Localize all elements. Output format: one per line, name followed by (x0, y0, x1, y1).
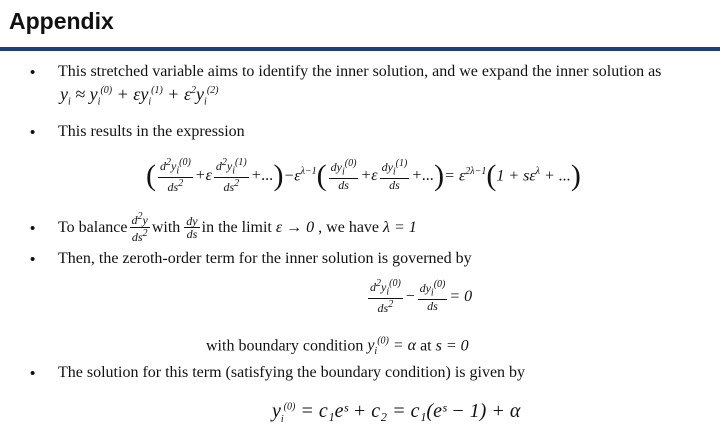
limit-expression: ε → 0 (275, 219, 315, 236)
boundary-text-a: with boundary condition (206, 337, 364, 355)
zeroth-order-equation: $\frac{d^2y_i^{(0)}}{ds^2}$ − $\frac{dy_i^{(0)}}{ds}$ = 0 (370, 277, 473, 315)
bullet-3-text-a: To balance (58, 219, 128, 236)
boundary-text-b: at (420, 337, 432, 355)
bullet-2-text: This results in the expression (58, 123, 245, 140)
bullet-3-text-b: with (151, 219, 181, 236)
bullet-1-text: This stretched variable aims to identify the inner solution, and we expand the inner solution as (58, 63, 662, 80)
bullet-3-marker: • (30, 220, 36, 237)
bullet-5-text: The solution for this term (satisfying the boundary condition) is given by (58, 364, 526, 381)
expression-equation: ( $\frac{d^2y_i^{(0)}}{ds^2}$ +ε $\frac{d^2y_i^{(1)}}{ds^2}$ +... ) $-\varepsilon^{\lambda-1}$ ( $\frac{dy_i^{(0)}}{ds}$ +ε $\frac{dy_i^{(1)}}{ds}$ +... ) = $\varepsilon^{2\lambda-1}$ ( $1 + s\varepsilon^\lambda$ + ... ) (146, 156, 581, 194)
bullet-5-marker: • (30, 365, 36, 382)
bullet-4-marker: • (30, 251, 36, 268)
expansion-equation: $y_i \approx y_i^{(0)} + \varepsilon y_i^{(1)} + \varepsilon^2y_i^{(2)}$ (60, 84, 219, 108)
lambda-value: λ = 1 (383, 219, 417, 236)
first-derivative-fraction: $\frac{dy}{ds}$ (186, 213, 198, 242)
solution-rhs: = c₁eˢ + c₂ = c₁(eˢ − 1) + α (300, 400, 521, 422)
second-derivative-fraction: $\frac{d^2y}{ds^2}$ (131, 211, 148, 244)
boundary-condition-line: with boundary condition $y_i^{(0)} = \alpha$ at s = 0 (206, 336, 469, 358)
solution-equation: $y_i^{(0)}$ = c₁eˢ + c₂ = c₁(eˢ − 1) + α (272, 400, 521, 425)
bullet-2-marker: • (30, 124, 36, 141)
bullet-1-marker: • (30, 64, 36, 81)
bullet-3-text (58, 210, 417, 246)
page-title: Appendix (9, 8, 114, 34)
title-divider (0, 47, 720, 51)
bullet-4-text: Then, the zeroth-order term for the inner solution is governed by (58, 250, 472, 267)
bullet-3-text-c: in the limit (201, 219, 272, 236)
bullet-3-text-d: , we have (318, 219, 380, 236)
